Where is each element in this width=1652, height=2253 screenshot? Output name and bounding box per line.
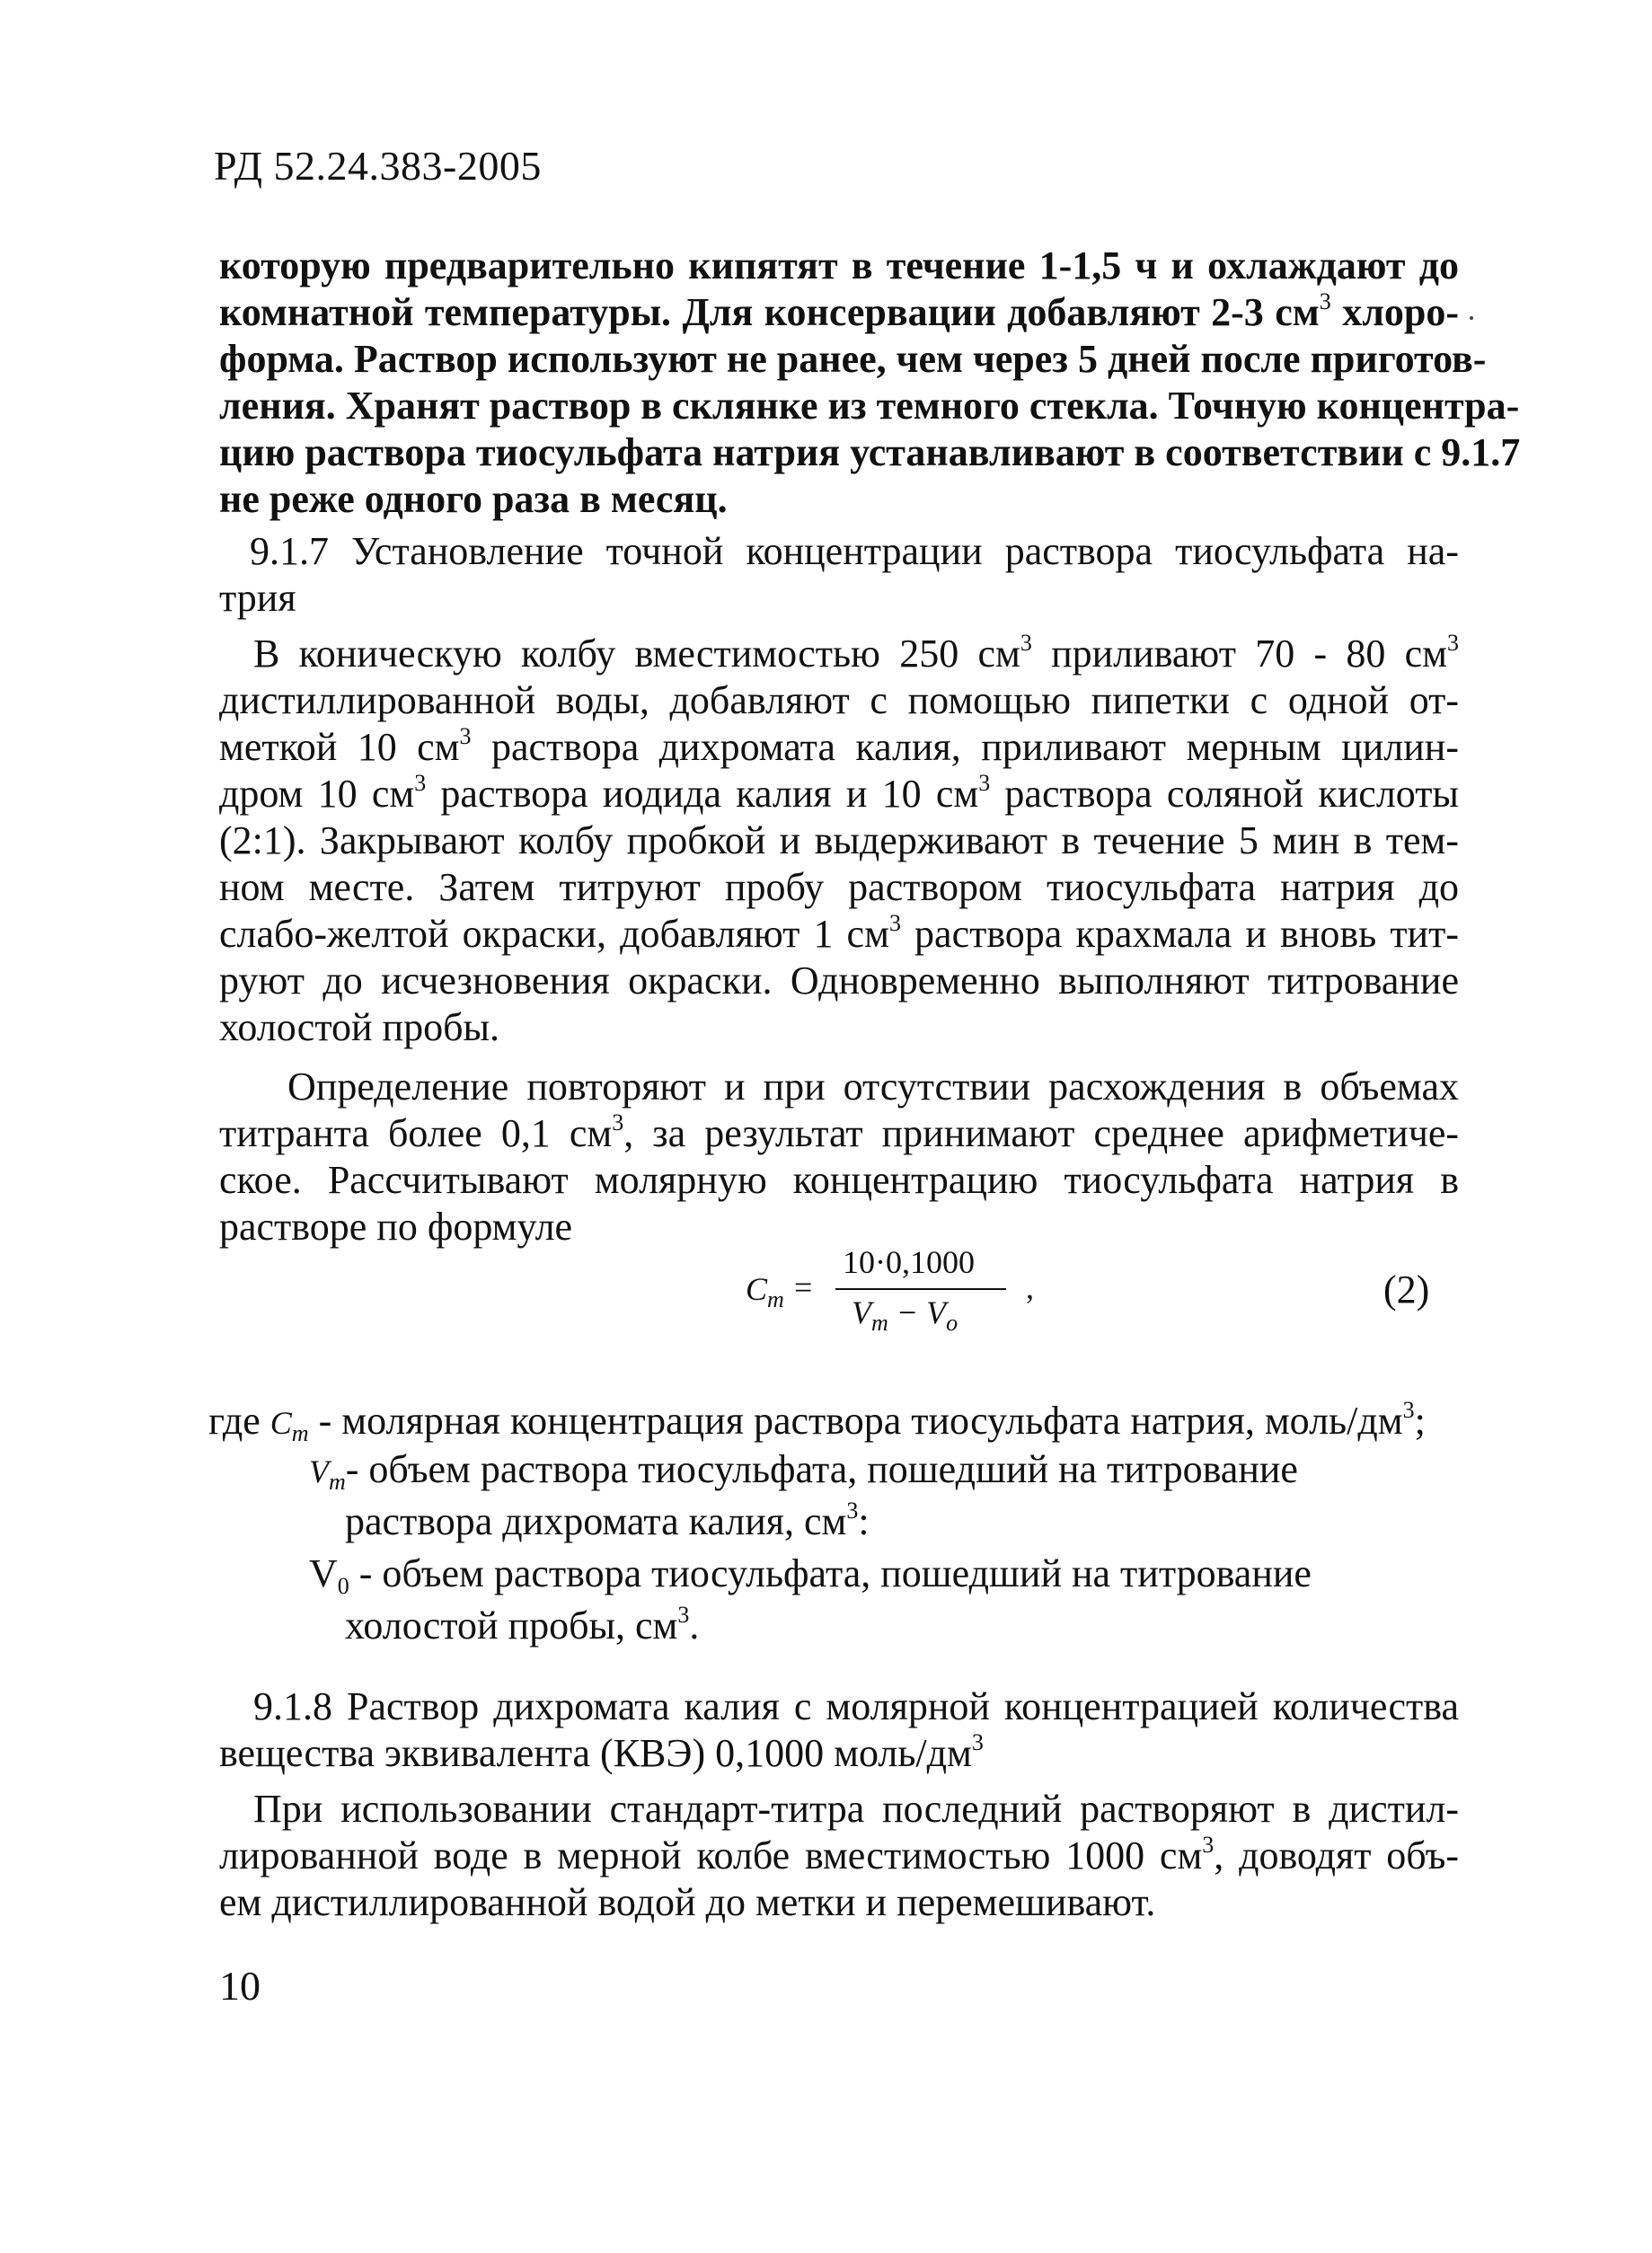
- superscript: 3: [1319, 288, 1331, 314]
- text-line: [219, 1879, 1459, 1926]
- text-span: ем дистиллированной водой до метки и перемешивают.: [219, 1880, 1156, 1924]
- subscript: т: [291, 1420, 309, 1446]
- text-span: раствора дихромата калия, приливают мерным цилин-: [471, 725, 1459, 769]
- superscript: 3: [677, 1602, 690, 1628]
- text-line: [219, 1004, 1459, 1051]
- text-line: [219, 911, 1459, 958]
- text-span: , доводят объ-: [1214, 1833, 1459, 1878]
- text-line: [219, 771, 1459, 817]
- text-line: [219, 383, 1520, 429]
- text-span: - объем раствора тиосульфата, пошедший на титрование: [345, 1447, 1298, 1491]
- superscript: 3: [1402, 1397, 1415, 1423]
- text-line: [219, 476, 1459, 523]
- where-line: [309, 1551, 1312, 1597]
- text-span: раствора дихромата калия, см: [345, 1499, 847, 1543]
- document-header: РД 52.24.383-2005: [214, 143, 542, 189]
- where-line: [208, 1398, 1426, 1446]
- text-span: :: [858, 1499, 870, 1543]
- superscript: 3: [612, 1109, 624, 1135]
- formula-equals: =: [794, 1269, 813, 1305]
- text-line: [219, 243, 1459, 289]
- scan-speck: [1470, 316, 1473, 320]
- text-line: [219, 336, 1487, 383]
- section-title: [253, 1683, 1459, 1730]
- text-line: [219, 1110, 1459, 1157]
- text-span: руют до исчезновения окраски. Одновременно выполняют титрование: [219, 959, 1459, 1003]
- text-span: - молярная концентрация раствора тиосульфата натрия, моль/дм: [308, 1399, 1403, 1443]
- section-title: [250, 528, 1459, 575]
- text-span: При использовании стандарт-титра последний растворяют в дистил-: [253, 1787, 1459, 1831]
- text-line: [219, 1833, 1459, 1879]
- section-title: [219, 1730, 1459, 1777]
- text-line: [219, 724, 1459, 771]
- text-line: [219, 289, 1459, 336]
- subscript: т: [871, 1310, 888, 1336]
- where-line: [345, 1498, 870, 1545]
- text-span: , за результат принимают среднее арифметиче-: [623, 1111, 1460, 1155]
- text-span: раствора соляной кислоты: [990, 772, 1459, 816]
- text-span: трия: [219, 576, 296, 620]
- where-line: [345, 1603, 699, 1649]
- text-span: дром 10 см: [219, 772, 415, 816]
- superscript: 3: [414, 770, 427, 796]
- text-span: 9.1.7 Установление точной концентрации раствора тиосульфата на-: [250, 529, 1459, 573]
- text-span: ;: [1414, 1399, 1426, 1443]
- symbol: $C_т$: [269, 1405, 309, 1446]
- text-span: хлоро-: [1330, 290, 1459, 334]
- text-span: раствора иодида калия и 10 см: [426, 772, 979, 816]
- text-span: дистиллированной воды, добавляют с помощью пипетки с одной от-: [219, 678, 1459, 722]
- section-title: [219, 575, 1459, 622]
- text-span: ления. Хранят раствор в склянке из темного стекла. Точную концентра-: [219, 384, 1520, 428]
- text-span: холостой пробы, см: [345, 1604, 678, 1648]
- superscript: 3: [1202, 1832, 1215, 1858]
- text-span: холостой пробы.: [219, 1005, 500, 1049]
- text-span: лированной воде в мерной колбе вместимостью 1000 см: [219, 1833, 1203, 1878]
- text-span: .: [689, 1604, 700, 1648]
- superscript: 3: [888, 910, 901, 936]
- text-span: (2:1). Закрывают колбу пробкой и выдерживают в течение 5 мин в тем-: [219, 818, 1459, 862]
- text-span: слабо-желтой окраски, добавляют 1 см: [219, 912, 889, 956]
- formula: [746, 1243, 1034, 1342]
- text-line: [219, 429, 1521, 476]
- text-line: [253, 631, 1459, 677]
- text-span: меткой 10 см: [219, 725, 460, 769]
- text-span: раствора крахмала и вновь тит-: [900, 912, 1459, 956]
- text-span: вещества эквивалента (КВЭ) 0,1000 моль/дм: [219, 1731, 972, 1775]
- formula-denominator: $V_т - V_о$: [852, 1294, 959, 1336]
- text-span: не реже одного раза в месяц.: [219, 477, 728, 521]
- superscript: 3: [978, 770, 991, 796]
- text-line: [219, 864, 1459, 911]
- text-span: форма. Раствор используют не ранее, чем через 5 дней после приготов-: [219, 337, 1487, 381]
- text-span: цию раствора тиосульфата натрия устанавливают в соответствии с 9.1.7: [219, 430, 1521, 474]
- page-number: 10: [219, 1963, 261, 2009]
- where-line: [309, 1446, 1298, 1495]
- subscript: о: [946, 1310, 959, 1336]
- text-span: титранта более 0,1 см: [219, 1111, 613, 1155]
- text-span: ское. Рассчитывают молярную концентрацию тиосульфата натрия в: [219, 1158, 1459, 1202]
- text-line: [219, 958, 1459, 1004]
- equation-number: (2): [1383, 1268, 1430, 1312]
- text-line: [287, 1064, 1459, 1110]
- formula-lhs: $C_т$: [746, 1271, 784, 1312]
- formula-comma: ,: [1026, 1269, 1034, 1305]
- symbol: $V_т$: [309, 1453, 346, 1495]
- superscript: 3: [1447, 630, 1459, 656]
- text-span: Определение повторяют и при отсутствии расхождения в объемах: [287, 1065, 1459, 1109]
- subscript: т: [329, 1469, 346, 1495]
- text-line: [219, 1157, 1459, 1204]
- formula-numerator: 10·0,1000: [843, 1244, 975, 1280]
- fraction-bar: [835, 1288, 1006, 1290]
- text-span: - объем раствора тиосульфата, пошедший на титрование: [349, 1551, 1312, 1595]
- superscript: 3: [971, 1729, 984, 1755]
- text-span: где: [208, 1399, 270, 1443]
- superscript: 3: [846, 1498, 859, 1524]
- text-span: комнатной температуры. Для консервации добавляют 2-3 см: [219, 290, 1320, 334]
- text-line: [219, 817, 1459, 864]
- text-span: которую предварительно кипятят в течение 1-1,5 ч и охлаждают до: [219, 243, 1459, 287]
- symbol: V: [309, 1551, 338, 1595]
- text-line: [253, 1786, 1459, 1833]
- superscript: 3: [459, 723, 472, 749]
- text-span: растворе по формуле: [219, 1205, 573, 1249]
- subscript: т: [767, 1286, 784, 1312]
- subscript: 0: [337, 1573, 349, 1599]
- superscript: 3: [1020, 630, 1032, 656]
- text-span: ном месте. Затем титруют пробу раствором тиосульфата натрия до: [219, 865, 1459, 909]
- text-span: приливают 70 - 80 см: [1031, 632, 1447, 676]
- text-span: 9.1.8 Раствор дихромата калия с молярной концентрацией количества: [253, 1684, 1459, 1728]
- text-span: В коническую колбу вместимостью 250 см: [253, 632, 1020, 676]
- text-line: [219, 677, 1459, 724]
